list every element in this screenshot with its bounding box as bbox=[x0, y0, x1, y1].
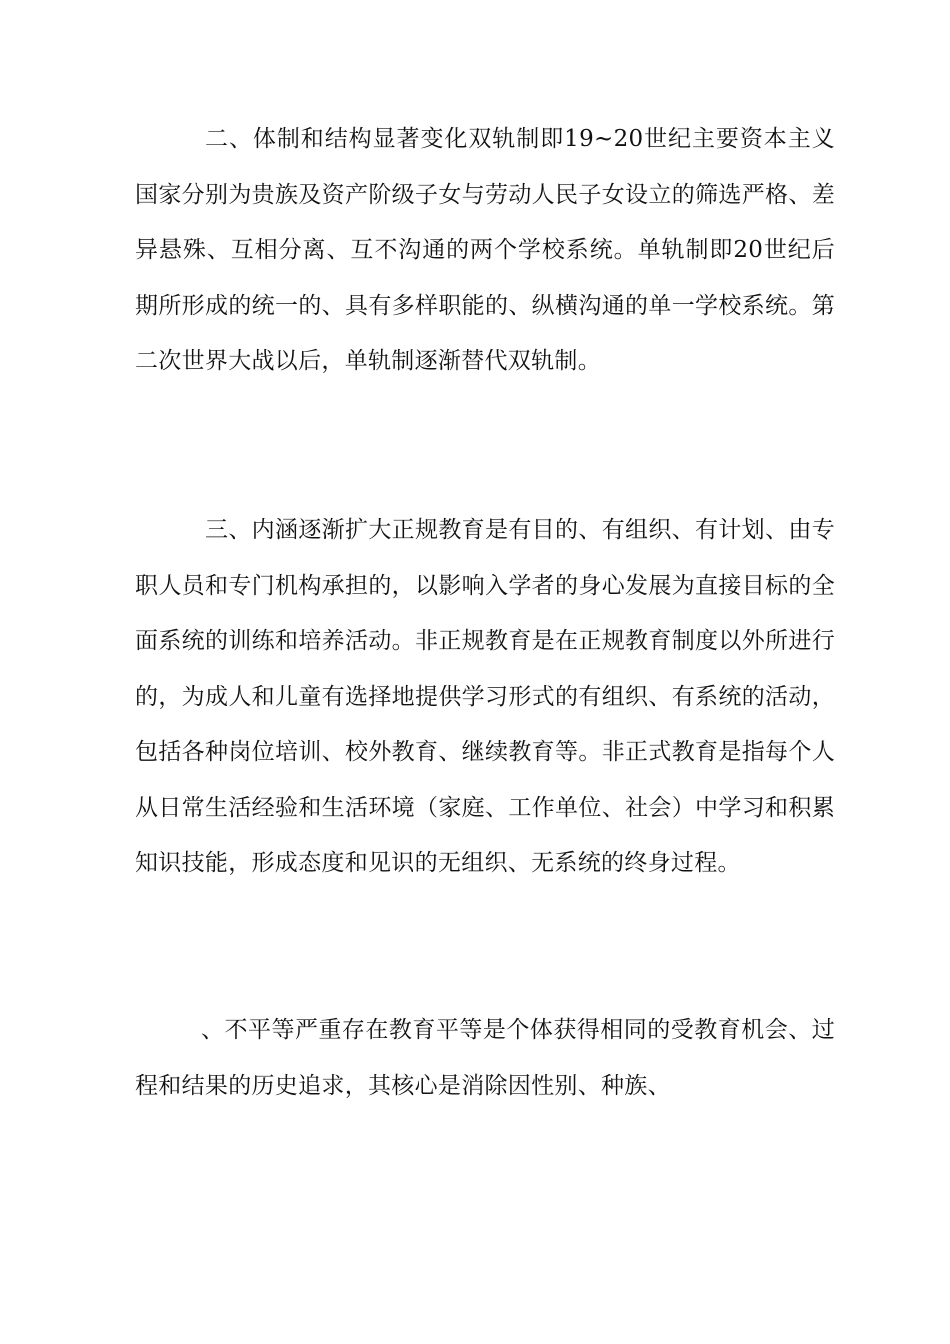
paragraph-system-structure: 二、体制和结构显著变化双轨制即19~20世纪主要资本主义国家分别为贵族及资产阶级子女与劳动人民子女设立的筛选严格、差异悬殊、互相分离、互不沟通的两个学校系统。单轨制即20世纪后期所形成的统一的、具有多样职能的、纵横沟通的单一学校系统。第二次世界大战以后，单轨制逐渐替代双轨制。 bbox=[135, 126, 835, 374]
paragraph-education-scope: 三、内涵逐渐扩大正规教育是有目的、有组织、有计划、由专职人员和专门机构承担的，以影响入学者的身心发展为直接目标的全面系统的训练和培养活动。非正规教育是在正规教育制度以外所进行的，为成人和儿童有选择地提供学习形式的有组织、有系统的活动，包括各种岗位培训、校外教育、继续教育等。非正式教育是指每个人从日常生活经验和生活环境（家庭、工作单位、社会）中学习和积累知识技能，形成态度和见识的无组织、无系统的终身过程。 bbox=[135, 517, 835, 876]
paragraph-inequality: 、不平等严重存在教育平等是个体获得相同的受教育机会、过程和结果的历史追求，其核心是消除因性别、种族、 bbox=[135, 1017, 835, 1099]
